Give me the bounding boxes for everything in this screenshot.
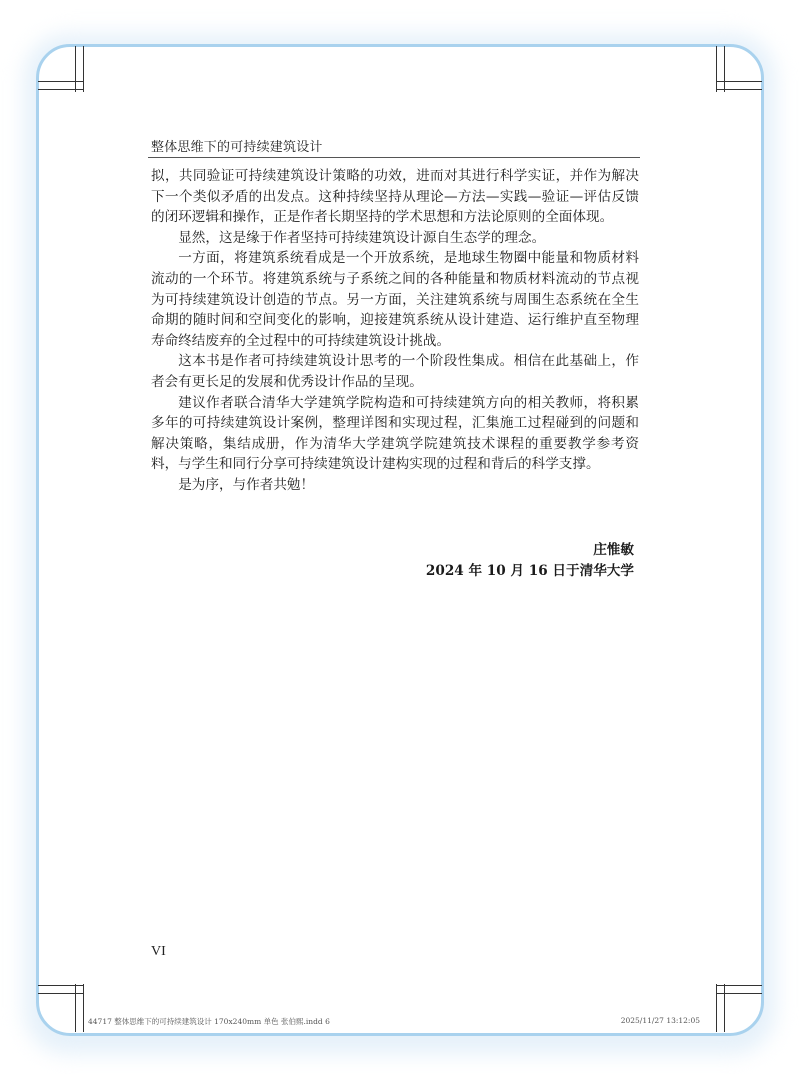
paragraph: 这本书是作者可持续建筑设计思考的一个阶段性集成。相信在此基础上，作者会有更长足的发展和优秀设计作品的呈现。 [151,353,639,390]
crop-mark-top-right-v [716,46,717,92]
crop-mark-bottom-left-h2 [38,993,84,994]
crop-mark-top-right-h2 [716,89,762,90]
crop-mark-top-left-h2 [38,89,84,90]
printer-slug-timestamp: 2025/11/27 13:12:05 [620,1016,700,1025]
crop-mark-bottom-right-v2 [724,984,725,1032]
paragraph: 建议作者联合清华大学建筑学院构造和可持续建筑方向的相关教师，将积累多年的可持续建筑设计案例，整理详图和实现过程，汇集施工过程碰到的问题和解决策略，集结成册，作为清华大学建筑学院建筑技术课程的重要教学参考资料，与学生和同行分享可持续建筑设计建构实现的过程和背后的科学支撑。 [151,394,639,473]
page-number: VI [151,944,166,959]
running-head-title: 整体思维下的可持续建筑设计 [151,140,323,155]
crop-mark-bottom-right-v [716,984,717,1032]
crop-mark-top-left-v2 [83,46,84,92]
printer-slug-file-info: 44717 整体思维下的可持续建筑设计 170x240mm 单色 张伯熙.indd 6 [88,1017,330,1026]
crop-mark-top-left-h [38,81,84,82]
crop-mark-bottom-right-h [716,985,762,986]
signature-date: 2024 年 10 月 16 日于清华大学 [425,563,634,579]
crop-mark-top-right-v2 [724,46,725,92]
crop-mark-bottom-left-v2 [83,984,84,1032]
crop-mark-top-left-v [75,46,76,92]
crop-mark-top-right-h [716,81,762,82]
paragraph-closing: 是为序，与作者共勉！ [178,476,315,493]
crop-mark-bottom-right-h2 [716,993,762,994]
body-text [151,166,639,496]
signature-block [426,540,634,582]
paragraph: 显然，这是缘于作者坚持可持续建筑设计源自生态学的理念。 [178,229,546,246]
paragraph: 一方面，将建筑系统看成是一个开放系统，是地球生物圈中能量和物质材料流动的一个环节。将建筑系统与子系统之间的各种能量和物质材料流动的节点视为可持续建筑设计创造的节点。另一方面，关注建筑系统与周围生态系统在全生命期的随时间和空间变化的影响，迎接建筑系统从设计建造、运行维护直至物理寿命终结废弃的全过程中的可持续建筑设计挑战。 [151,250,639,349]
header-rule [148,157,640,158]
author-name: 庄惟敏 [593,542,634,558]
crop-mark-bottom-left-h [38,985,84,986]
crop-mark-bottom-left-v [75,984,76,1032]
paragraph-continued: 拟，共同验证可持续建筑设计策略的功效，进而对其进行科学实证，并作为解决下一个类似矛盾的出发点。这种持续坚持从理论—方法—实践—验证—评估反馈的闭环逻辑和操作，正是作者长期坚持的学术思想和方法论原则的全面体现。 [151,168,639,226]
